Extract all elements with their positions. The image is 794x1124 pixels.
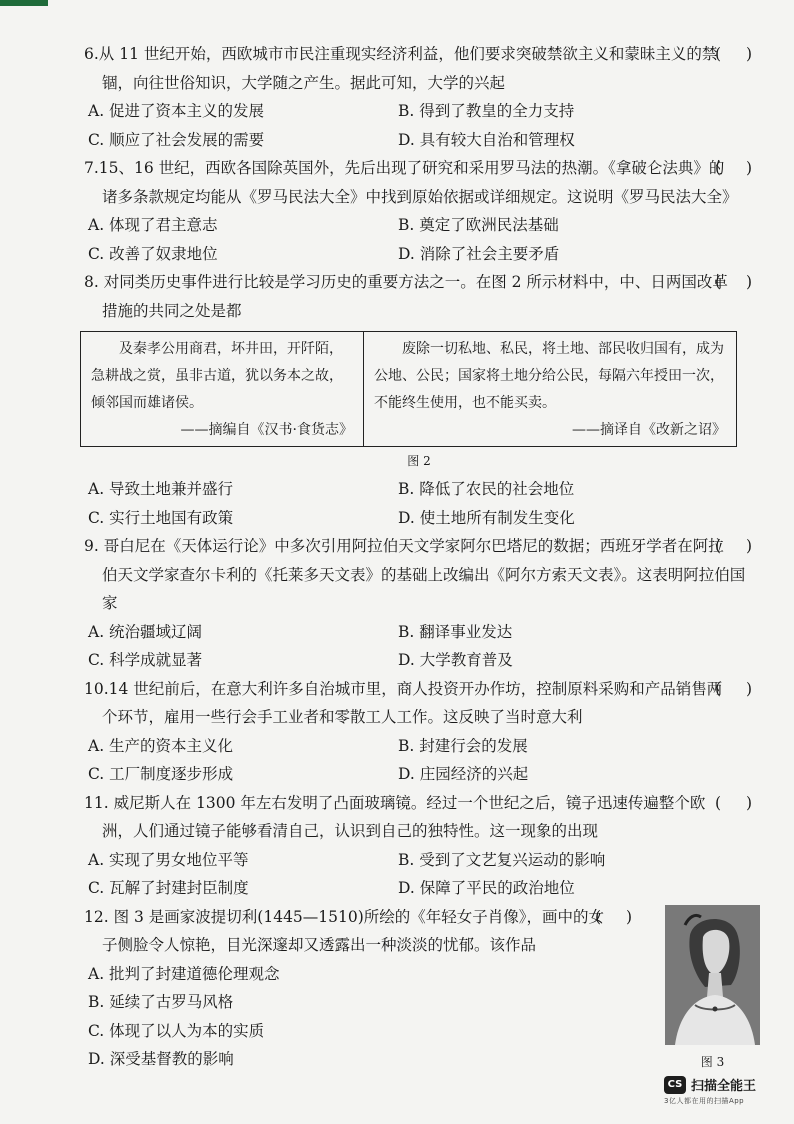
portrait-image (665, 905, 760, 1045)
options (84, 97, 754, 154)
scanner-watermark (664, 1075, 774, 1106)
option-c: C. 实行土地国有政策 (88, 508, 234, 527)
quote-right-text: 废除一切私地、私民，将土地、部民收归国有，成为公地、公民；国家将土地分给公民，每隔六年授田一次，不能终生使用，也不能买卖。 (374, 341, 724, 411)
question-stem: 10.14 世纪前后，在意大利许多自治城市里，商人投资开办作坊，控制原料采购和产品销售两个环节，雇用一些行会手工业者和零散工人工作。这反映了当时意大利 (84, 679, 723, 726)
option-b: B. 降低了农民的社会地位 (398, 480, 575, 498)
cs-logo-icon: CS (664, 1076, 686, 1094)
question-12 (84, 903, 754, 1074)
answer-paren: ( ) (714, 793, 762, 812)
scanner-app-name: 扫描全能王 (691, 1079, 757, 1094)
option-b: B. 受到了文艺复兴运动的影响 (398, 850, 606, 869)
top-color-strip (0, 0, 48, 6)
options (84, 846, 754, 903)
question-11 (84, 789, 762, 903)
option-c: C. 改善了奴隶地位 (88, 244, 218, 263)
option-d: D. 庄园经济的兴起 (398, 765, 529, 783)
answer-paren: ( ) (714, 159, 762, 177)
answer-paren: ( ) (714, 273, 762, 291)
question-7 (84, 154, 762, 268)
option-b: B. 奠定了欧洲民法基础 (398, 216, 559, 234)
option-a: A. 实现了男女地位平等 (88, 850, 249, 869)
quote-left-text: 及秦孝公用商君，坏井田，开阡陌，急耕战之赏，虽非古道，犹以务本之故，倾邻国而雄诸侯。 (91, 341, 343, 411)
quote-right (363, 332, 736, 446)
answer-paren: ( ) (594, 907, 642, 926)
figure-2-table (80, 331, 737, 447)
question-stem: 11. 威尼斯人在 1300 年左右发明了凸面玻璃镜。经过一个世纪之后，镜子迅速传遍整个欧洲，人们通过镜子能够看清自己，认识到自己的独特性。这一现象的出现 (84, 793, 706, 840)
option-a: A. 导致土地兼并盛行 (88, 480, 234, 498)
option-d: D. 消除了社会主要矛盾 (398, 244, 560, 263)
answer-paren: ( ) (714, 45, 762, 63)
option-d: D. 大学教育普及 (398, 651, 513, 669)
quote-right-source: ——摘译自《改新之诏》 (572, 422, 726, 438)
option-a: A. 批判了封建道德伦理观念 (88, 964, 280, 983)
option-b: B. 翻译事业发达 (398, 622, 513, 641)
option-c: C. 顺应了社会发展的需要 (88, 130, 265, 149)
option-c: C. 体现了以人为本的实质 (88, 1021, 265, 1040)
options (84, 618, 754, 675)
option-d: D. 深受基督教的影响 (88, 1050, 234, 1068)
option-a: A. 促进了资本主义的发展 (88, 102, 265, 120)
option-b: B. 延续了古罗马风格 (88, 993, 234, 1011)
option-b: B. 封建行会的发展 (398, 736, 528, 755)
question-6 (84, 40, 762, 154)
option-c: C. 工厂制度逐步形成 (88, 765, 234, 783)
figure-3-caption: 图 3 (700, 1054, 725, 1069)
option-a: A. 生产的资本主义化 (88, 736, 234, 755)
question-stem: 6.从 11 世纪开始，西欧城市市民注重现实经济利益，他们要求突破禁欲主义和蒙昧主义的禁锢，向往世俗知识，大学随之产生。据此可知，大学的兴起 (84, 45, 718, 92)
question-8 (84, 268, 762, 532)
question-stem: 12. 图 3 是画家波提切利(1445—1510)所绘的《年轻女子肖像》，画中的女子侧脸令人惊艳，目光深邃却又透露出一种淡淡的忧郁。该作品 (84, 907, 605, 954)
option-c: C. 科学成就显著 (88, 651, 203, 669)
question-stem: 7.15、16 世纪，西欧各国除英国外，先后出现了研究和采用罗马法的热潮。《拿破仑法典》的诸多条款规定均能从《罗马民法大全》中找到原始依据或详细规定。这说明《罗马民法大全》 (84, 159, 738, 206)
options (84, 211, 754, 268)
option-c: C. 瓦解了封建封臣制度 (88, 879, 249, 897)
option-d: D. 具有较大自治和管理权 (398, 130, 575, 149)
quote-left (81, 332, 363, 446)
option-a: A. 体现了君主意志 (88, 216, 218, 234)
options (84, 732, 754, 789)
question-stem: 8. 对同类历史事件进行比较是学习历史的重要方法之一。在图 2 所示材料中，中、日两国改革措施的共同之处是都 (84, 273, 728, 320)
option-d: D. 保障了平民的政治地位 (398, 879, 575, 897)
answer-paren: ( ) (714, 537, 762, 555)
question-stem: 9. 哥白尼在《天体运行论》中多次引用阿拉伯天文学家阿尔巴塔尼的数据；西班牙学者在阿拉伯天文学家查尔卡利的《托莱多天文表》的基础上改编出《阿尔方索天文表》。这表明阿拉伯国家 (84, 537, 746, 612)
option-a: A. 统治疆域辽阔 (88, 622, 203, 641)
question-10 (84, 675, 762, 789)
options (84, 475, 754, 532)
option-d: D. 使土地所有制发生变化 (398, 508, 575, 527)
scanner-tagline: 3亿人都在用的扫描App (664, 1097, 745, 1105)
quote-left-source: ——摘编自《汉书·食货志》 (180, 422, 353, 438)
figure-3 (665, 905, 760, 1077)
question-9 (84, 532, 762, 675)
option-b: B. 得到了教皇的全力支持 (398, 102, 575, 120)
options (84, 960, 754, 1074)
exam-page (84, 40, 762, 1074)
answer-paren: ( ) (714, 679, 762, 698)
figure-2-caption: 图 2 (407, 454, 431, 468)
